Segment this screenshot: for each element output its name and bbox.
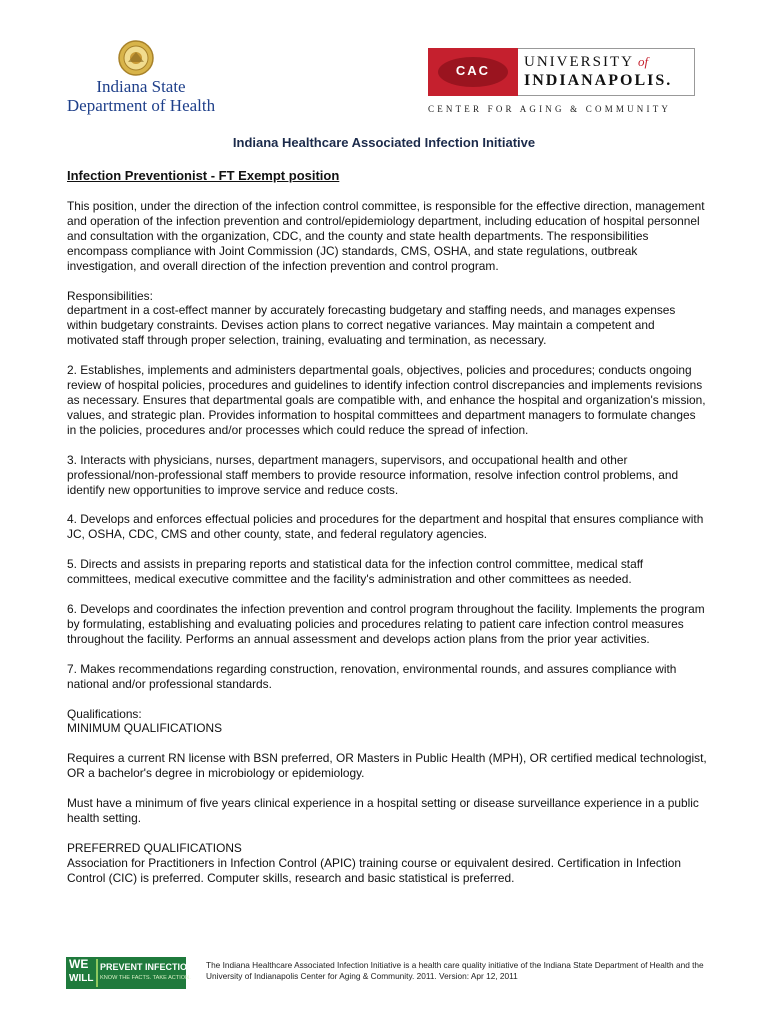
badge-divider <box>96 959 98 987</box>
responsibility-item-4: 4. Develops and enforces effectual policies and procedures for the department and hospital that ensures compliance with JC, OSHA, CDC, CMS and other county, state, and federal regulatory agencies. <box>67 512 704 542</box>
responsibility-item-1: department in a cost-effect manner by accurately forecasting budgetary and staffing needs, and manages expenses within budgetary constraints. Devises action plans to correct negative variances. May maintain a competent and motivated staff through proper selection, training, evaluating and termination, as necessary. <box>67 303 676 348</box>
qualifications-label: Qualifications: <box>67 706 142 721</box>
state-seal-icon <box>118 40 154 76</box>
responsibility-item-6: 6. Develops and coordinates the infection prevention and control program throughout the facility. Implements the program by formulating, establishing and evaluating policies and procedures relating to patient care infection control measures throughout the facility. Performs an annual assessment and develops action plans from the prior year activities. <box>67 602 705 646</box>
cac-badge <box>428 48 518 96</box>
footer-note: The Indiana Healthcare Associated Infection Initiative is a health care quality initiative of the Indiana State Department of Health and the University of Indianapolis Center for Aging & Community. 2011. Version: Apr 12, 2011 <box>206 960 704 981</box>
responsibility-item-2: 2. Establishes, implements and administers departmental goals, objectives, policies and procedures; conducts ongoing review of hospital policies, procedures and guidelines to identify infection control discrepancies and implements revisions as necessary. Ensures that departmental goals are compatible with, and enhance the hospital and organization's mission, values, and strategic plan. Provides information to hospital committees and department managers to formulate changes in the policies, procedures and/or processes which could reduce the spread of infection. <box>67 363 706 437</box>
responsibility-item-3: 3. Interacts with physicians, nurses, department managers, supervisors, and occupational health and other professional/non-professional staff members to provide resource information, resolve infection control problems, and identify new opportunities to improve service and reduce costs. <box>67 452 679 497</box>
uindy-word-indianapolis: INDIANAPOLIS. <box>524 72 673 89</box>
badge-will-text: WILL <box>69 973 94 984</box>
responsibilities-label: Responsibilities: <box>67 288 153 303</box>
uindy-cac-logo <box>428 48 698 118</box>
badge-we-text: WE <box>69 957 89 971</box>
responsibility-item-7: 7. Makes recommendations regarding construction, renovation, environmental rounds, and assures compliance with national and/or professional standards. <box>67 661 677 691</box>
uindy-university-text: UNIVERSITY <box>524 54 634 70</box>
uindy-of-text: of <box>638 54 649 69</box>
isdh-name-line2: Department of Health <box>66 96 216 115</box>
document-title: Indiana Healthcare Associated Infection Initiative <box>232 135 536 150</box>
document-body <box>67 199 707 901</box>
minimum-qualifications-heading: MINIMUM QUALIFICATIONS <box>67 721 223 736</box>
badge-sub-text: KNOW THE FACTS. TAKE ACTION. <box>100 975 191 981</box>
uindy-word-university <box>524 54 648 71</box>
badge-main-text: PREVENT INFECTIONS. <box>100 962 203 972</box>
intro-paragraph: This position, under the direction of the infection control committee, is responsible for the effective direction, management and operation of the infection prevention and control/epidemiology department, including education of hospital personnel and consultation with the organization, CDC, and the county and state health departments. The responsibilities encompass compliance with Joint Commission (JC) standards, CMS, OSHA, and state regulations, outbreak investigation, and overall direction of the infection prevention and control program. <box>67 199 705 273</box>
preferred-qualifications-heading: PREFERRED QUALIFICATIONS <box>67 841 242 855</box>
minimum-qualification-2: Must have a minimum of five years clinical experience in a hospital setting or disease surveillance experience in a public health setting. <box>67 796 699 826</box>
isdh-logo <box>66 40 216 120</box>
position-title: Infection Preventionist - FT Exempt position <box>67 168 340 183</box>
cac-subtitle: CENTER FOR AGING & COMMUNITY <box>428 104 672 114</box>
cac-badge-text: CAC <box>455 63 491 78</box>
isdh-name-line1: Indiana State <box>96 77 186 96</box>
responsibility-item-5: 5. Directs and assists in preparing reports and statistical data for the infection control committee, medical staff committees, medical executive committee and the facility's administration and other committees as needed. <box>67 557 644 587</box>
we-will-prevent-infections-badge <box>66 957 203 989</box>
minimum-qualification-1: Requires a current RN license with BSN preferred, OR Masters in Public Health (MPH), OR certified medical technologist, OR a bachelor's degree in microbiology or epidemiology. <box>67 751 707 781</box>
preferred-qualifications: Association for Practitioners in Infection Control (APIC) training course or equivalent desired. Certification in Infection Control (CIC) is preferred. Computer skills, research and basic statistical is preferred. <box>67 855 681 885</box>
